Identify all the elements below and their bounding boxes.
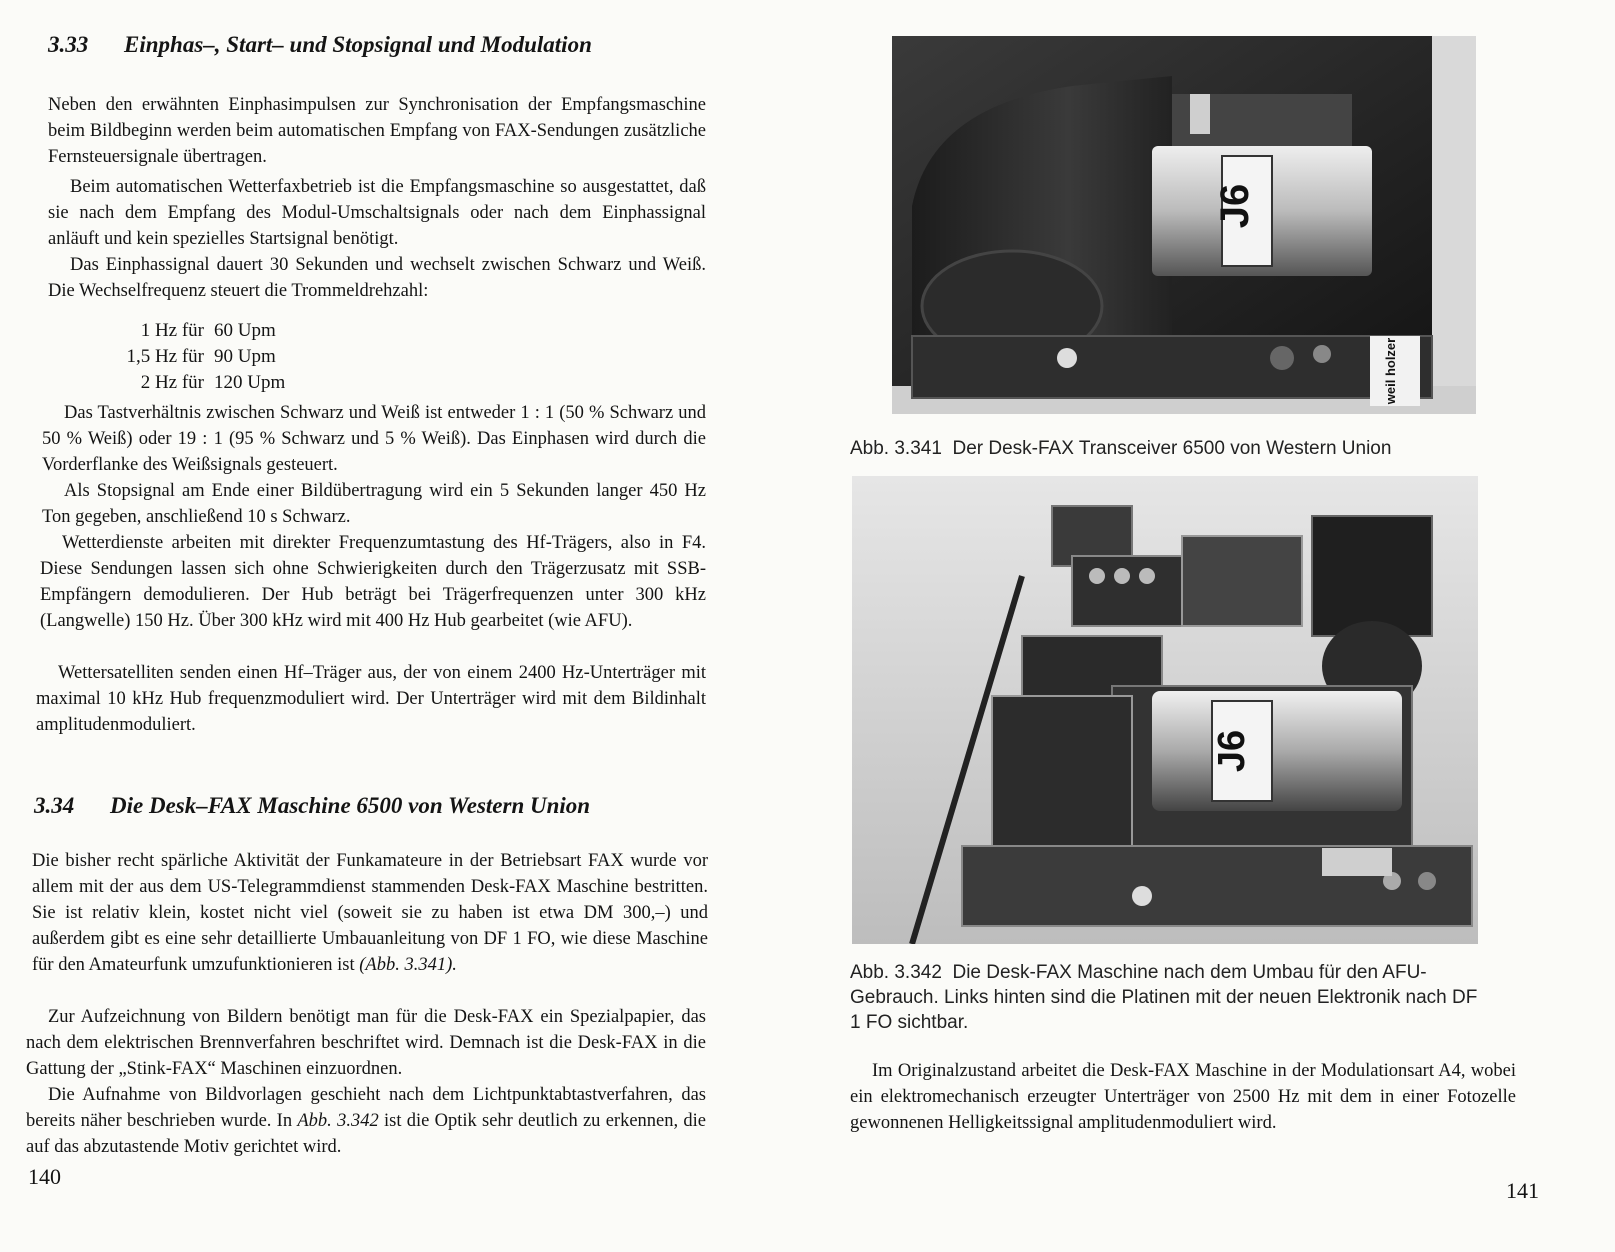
- photo-desk-fax-transceiver-drawing: [892, 36, 1476, 414]
- photo-desk-fax-converted: [852, 476, 1478, 944]
- caption-label: Abb. 3.342: [850, 962, 942, 983]
- caption-label: Abb. 3.341: [850, 438, 942, 459]
- figure-caption-3-342: [850, 960, 1490, 1035]
- table-row: [84, 318, 289, 344]
- section-title: Die Desk–FAX Maschine 6500 von Western Union: [110, 793, 591, 818]
- drum-label-digits: J6: [1211, 729, 1253, 773]
- paragraph: [26, 1082, 706, 1160]
- drum-label-digits: J6: [1213, 183, 1257, 229]
- caption-text: Die Desk-FAX Maschine nach dem Umbau für den AFU-Gebrauch. Links hinten sind die Platinen mit der neuen Elektronik nach DF 1 FO sichtbar.: [850, 962, 1478, 1033]
- figure-reference: Abb. 3.342: [297, 1111, 379, 1131]
- section-number: 3.33: [48, 32, 89, 57]
- paragraph: Wettersatelliten senden einen Hf–Träger aus, der von einem 2400 Hz-Unterträger mit maximal 10 kHz Hub frequenzmoduliert wird. Der Unterträger wird mit dem Bildinhalt amplitudenmoduliert.: [36, 663, 706, 735]
- section-number: 3.34: [34, 793, 75, 818]
- table-cell: 60 Upm: [214, 320, 276, 341]
- table-row: [84, 370, 289, 396]
- paragraph-text: Die Aufnahme von Bildvorlagen geschieht nach dem Lichtpunktabtastverfahren, das bereits näher beschrieben wurde. In: [26, 1085, 706, 1131]
- photo-desk-fax-converted-drawing: [852, 476, 1478, 944]
- paragraph: Zur Aufzeichnung von Bildern benötigt man für die Desk-FAX ein Spezialpapier, das nach dem elektrischen Brennverfahren beschriftet wird. Demnach ist die Desk-FAX in die Gattung der „Stink-FAX“ Maschinen einzuordnen.: [26, 1007, 706, 1079]
- table-cell: 1 Hz für: [140, 320, 204, 341]
- table-row: [84, 344, 289, 370]
- figure-reference: (Abb. 3.341).: [359, 955, 457, 975]
- paragraph: Das Tastverhältnis zwischen Schwarz und Weiß ist entweder 1 : 1 (50 % Schwarz und 50 % Weiß) oder 19 : 1 (95 % Schwarz und 5 % Weiß). Das Einphasen wird durch die Vorderflanke des Weißsignals gesteuert.: [42, 403, 706, 475]
- paragraph-text: Die bisher recht spärliche Aktivität der Funkamateure in der Betriebsart FAX wurde vor allem mit der aus dem US-Telegrammdienst stammenden Desk-FAX Maschine bestritten. Sie ist relativ klein, kostet nicht viel (soweit sie zu haben ist etwa DM 300,–) und außerdem gibt es eine sehr detaillierte Umbauanleitung von DF 1 FO, wie diese Maschine für den Amateurfunk umzufunktionieren ist: [32, 851, 708, 975]
- paragraph: Das Einphassignal dauert 30 Sekunden und wechselt zwischen Schwarz und Weiß. Die Wechselfrequenz steuert die Trommeldrehzahl:: [48, 255, 706, 301]
- section-title: Einphas–, Start– und Stopsignal und Modulation: [124, 32, 592, 57]
- frequency-rpm-table: [84, 318, 289, 396]
- figure-caption-3-341: [850, 436, 1550, 461]
- section-heading-3-34: [34, 793, 590, 819]
- paragraph: Beim automatischen Wetterfaxbetrieb ist die Empfangsmaschine so ausgestattet, daß sie nach dem Empfang des Modul-Umschaltsignals oder nach dem Einphassignal anläuft und kein spezielles Startsignal benötigt.: [48, 177, 706, 249]
- paragraph: Als Stopsignal am Ende einer Bildübertragung wird ein 5 Sekunden langer 450 Hz Ton gegeben, anschließend 10 s Schwarz.: [42, 481, 706, 527]
- page-number: 141: [1506, 1178, 1539, 1203]
- paragraph: Wetterdienste arbeiten mit direkter Frequenzumtastung des Hf-Trägers, also in F4. Diese Sendungen lassen sich ohne Schwierigkeiten durch den Trägerzusatz mit SSB-Empfängern demodulieren. Der Hub beträgt bei Trägerfrequenzen unter 300 kHz (Langwelle) 150 Hz. Über 300 kHz wird mit 400 Hz Hub gearbeitet (wie AFU).: [40, 533, 706, 631]
- right-page: [820, 0, 1615, 1252]
- table-cell: 2 Hz für: [140, 372, 204, 393]
- left-page: [0, 0, 790, 1252]
- photo-desk-fax-transceiver: [892, 36, 1476, 414]
- table-cell: 1,5 Hz für: [126, 346, 204, 367]
- table-cell: 90 Upm: [214, 346, 276, 367]
- paragraph-text: ist die Optik sehr deutlich zu erkennen, die auf das abzutastende Motiv gerichtet wird.: [26, 1111, 706, 1157]
- caption-text: Der Desk-FAX Transceiver 6500 von Western Union: [952, 438, 1392, 459]
- table-cell: 120 Upm: [214, 372, 286, 393]
- section-heading-3-33: [48, 32, 592, 58]
- page-number: 140: [28, 1164, 61, 1189]
- paragraph: Im Originalzustand arbeitet die Desk-FAX Maschine in der Modulationsart A4, wobei ein elektromechanisch erzeugter Unterträger von 2500 Hz mit dem in einer Fotozelle gewonnenen Helligkeitssignal amplitudenmoduliert wird.: [850, 1061, 1516, 1133]
- paragraph: [32, 848, 708, 978]
- brand-label: weil holzer: [1383, 337, 1398, 405]
- paragraph: Neben den erwähnten Einphasimpulsen zur Synchronisation der Empfangsmaschine beim Bildbeginn werden beim automatischen Empfang von FAX-Sendungen zusätzliche Fernsteuersignale übertragen.: [48, 95, 706, 167]
